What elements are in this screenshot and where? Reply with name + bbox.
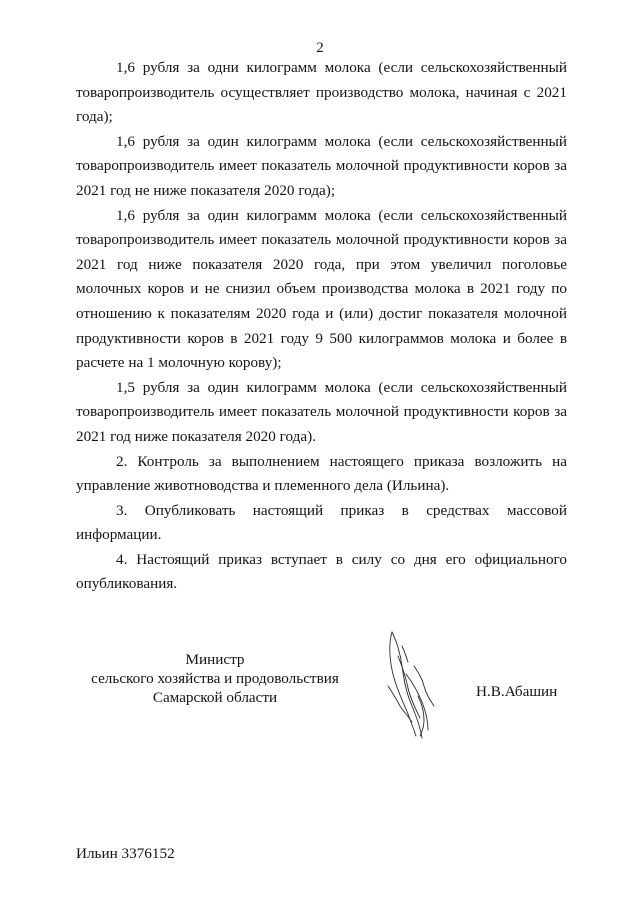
signatory-region: Самарской области: [152, 689, 278, 706]
paragraph-rate-productivity-lower-growth: 1,6 рубля за один килограмм молока (если сельскохозяйственный товаропроизводитель имеет показатель молочной продуктивности коров за 2021 год ниже показателя 2020 года, при этом увеличил поголовье молочных коров и не снизил объем производства молока в 2021 году по отношению к показателям 2020 года и (или) достиг показателя молочной продуктивности коров в 2021 году 9 500 килограммов молока и более в расчете на 1 молочную корову);: [76, 206, 567, 372]
paragraph-control: 2. Контроль за выполнением настоящего приказа возложить на управление животноводства и племенного дела (Ильина).: [76, 452, 567, 495]
handwritten-signature: [378, 626, 448, 746]
paragraph-rate-productivity-not-lower: 1,6 рубля за один килограмм молока (если сельскохозяйственный товаропроизводитель имеет показатель молочной продуктивности коров за 2021 год не ниже показателя 2020 года);: [76, 132, 567, 199]
paragraph-publication: 3. Опубликовать настоящий приказ в средствах массовой информации.: [76, 501, 567, 544]
signatory-name: Н.В.Абашин: [476, 683, 558, 700]
paragraph-rate-productivity-lower: 1,5 рубля за один килограмм молока (если сельскохозяйственный товаропроизводитель имеет показатель молочной продуктивности коров за 2021 год ниже показателя 2020 года).: [76, 378, 567, 445]
signatory-ministry: сельского хозяйства и продовольствия: [91, 670, 339, 687]
paragraph-rate-new-producer: 1,6 рубля за одни килограмм молока (если сельскохозяйственный товаропроизводитель осуществляет производство молока, начиная с 2021 года);: [76, 59, 567, 126]
executor-contact: Ильин 3376152: [76, 845, 175, 862]
page-number: 2: [316, 40, 324, 56]
signatory-position: Министр: [185, 651, 245, 668]
signatory-title: [70, 650, 360, 707]
paragraph-effective-date: 4. Настоящий приказ вступает в силу со дня его официального опубликования.: [76, 550, 567, 593]
document-body: [76, 56, 567, 597]
